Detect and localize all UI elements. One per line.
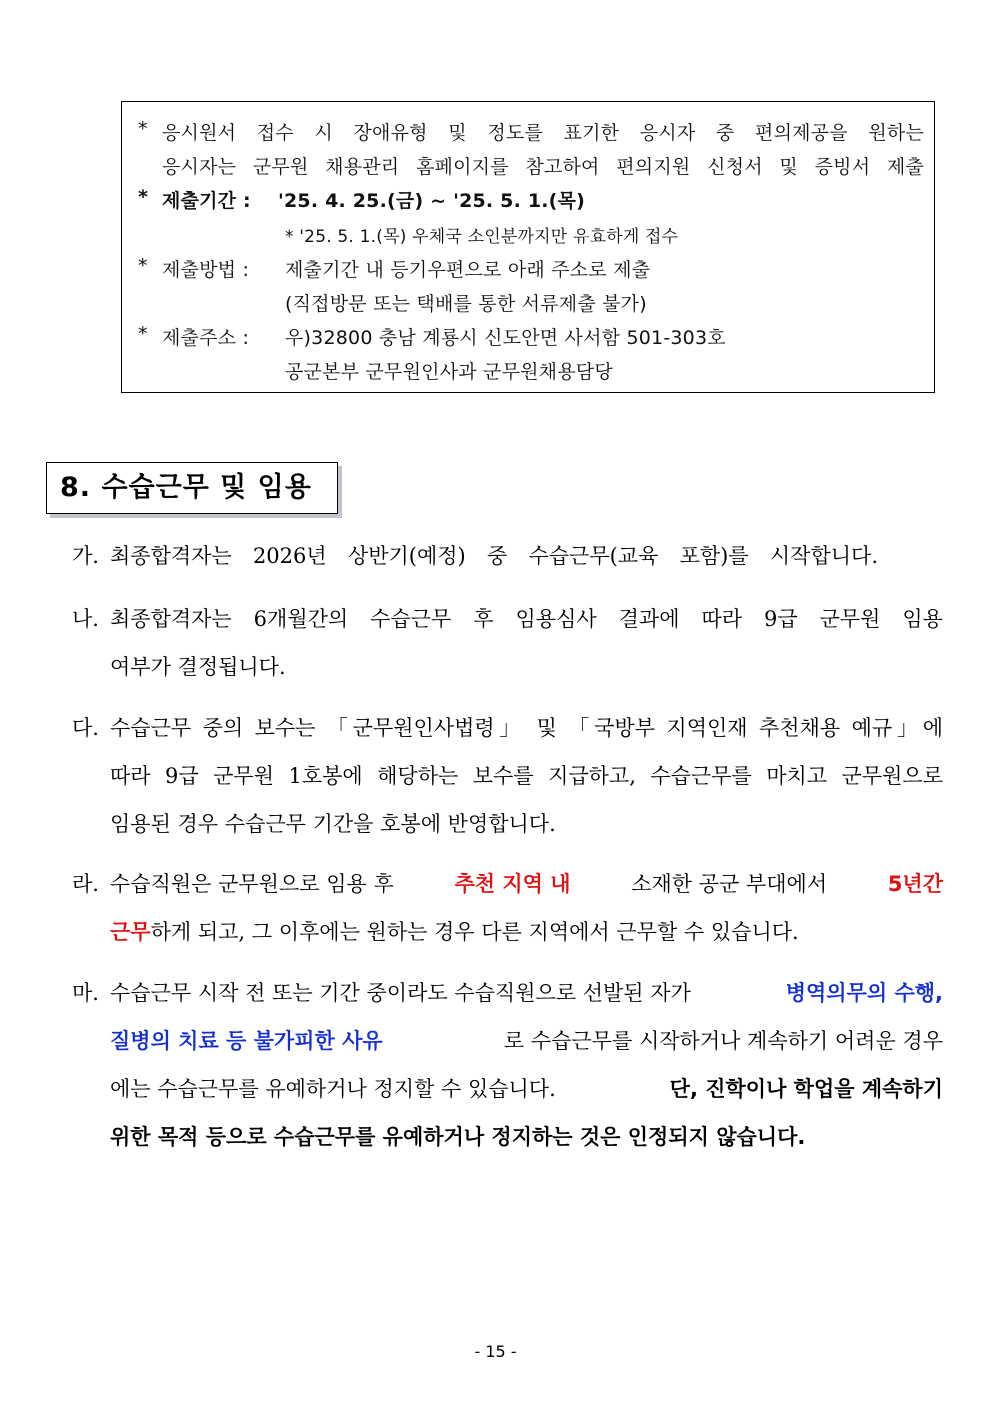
item-mark: 나.	[72, 607, 99, 631]
item-mark: 다.	[72, 716, 99, 740]
highlight-region: 추천 지역 내	[454, 872, 571, 896]
item-ma-line-2: 질병의 치료 등 불가피한 사유 로 수습근무를 시작하거나 계속하기 어려운 경우	[110, 1025, 943, 1055]
method-value-1: 제출기간 내 등기우편으로 아래 주소로 제출	[285, 259, 651, 281]
item-ga-line-1: 최종합격자는 2026년 상반기(예정) 중 수습근무(교육 포함)를 시작합니다.	[110, 544, 878, 568]
item-ra-line-2: 근무하게 되고, 그 이후에는 원하는 경우 다른 지역에서 근무할 수 있습니다.	[110, 920, 799, 944]
item-ma-line-1: 수습근무 시작 전 또는 기간 중이라도 수습직원으로 선발된 자가 병역의무의 수행,	[110, 977, 943, 1007]
highlight-years: 5년간	[887, 872, 943, 896]
bullet-star: *	[138, 186, 149, 208]
page-number: - 15 -	[474, 1342, 517, 1361]
bullet-star: *	[138, 323, 148, 345]
bold-notice: 단, 진학이나 학업을 계속하기	[669, 1077, 943, 1101]
bullet-star: *	[138, 255, 148, 277]
address-label: 제출주소 :	[162, 327, 250, 349]
item-na-line-2: 여부가 결정됩니다.	[110, 655, 286, 679]
item-da-line-2: 따라 9급 군무원 1호봉에 해당하는 보수를 지급하고, 수습근무를 마치고 군무원으로	[110, 764, 943, 788]
section-title: 8. 수습근무 및 임용	[46, 462, 338, 514]
highlight-illness: 질병의 치료 등 불가피한 사유	[110, 1029, 383, 1053]
method-label: 제출방법 :	[162, 259, 250, 281]
notice-box	[121, 101, 935, 393]
item-ma-line-4: 위한 목적 등으로 수습근무를 유예하거나 정지하는 것은 인정되지 않습니다.	[110, 1125, 806, 1149]
period-label: 제출기간 :	[162, 190, 251, 212]
bullet-star: *	[138, 118, 148, 140]
address-value-1: 우)32800 충남 계룡시 신도안면 사서함 501-303호	[285, 327, 726, 349]
item-da-line-3: 임용된 경우 수습근무 기간을 호봉에 반영합니다.	[110, 812, 556, 836]
notice-line-1: 응시원서 접수 시 장애유형 및 정도를 표기한 응시자 중 편의제공을 원하는	[162, 122, 924, 144]
item-mark: 가.	[72, 544, 99, 568]
period-note: * '25. 5. 1.(목) 우체국 소인분까지만 유효하게 접수	[285, 227, 679, 247]
item-na-line-1: 최종합격자는 6개월간의 수습근무 후 임용심사 결과에 따라 9급 군무원 임용	[110, 607, 943, 631]
highlight-military: 병역의무의 수행,	[785, 981, 943, 1005]
item-ra-line-1: 수습직원은 군무원으로 임용 후 추천 지역 내 소재한 공군 부대에서 5년간	[110, 868, 943, 898]
item-ma-line-3: 에는 수습근무를 유예하거나 정지할 수 있습니다. 단, 진학이나 학업을 계속하기	[110, 1073, 943, 1103]
notice-line-2: 응시자는 군무원 채용관리 홈페이지를 참고하여 편의지원 신청서 및 증빙서 제출	[162, 156, 924, 178]
address-value-2: 공군본부 군무원인사과 군무원채용담당	[285, 361, 613, 383]
method-value-2: (직접방문 또는 택배를 통한 서류제출 불가)	[285, 293, 647, 315]
item-da-line-1: 수습근무 중의 보수는 「군무원인사법령」 및 「국방부 지역인재 추천채용 예규」에	[110, 716, 943, 740]
item-mark: 마.	[72, 981, 99, 1005]
item-mark: 라.	[72, 872, 99, 896]
period-value: '25. 4. 25.(금) ~ '25. 5. 1.(목)	[278, 190, 585, 212]
highlight-work: 근무	[110, 920, 151, 944]
